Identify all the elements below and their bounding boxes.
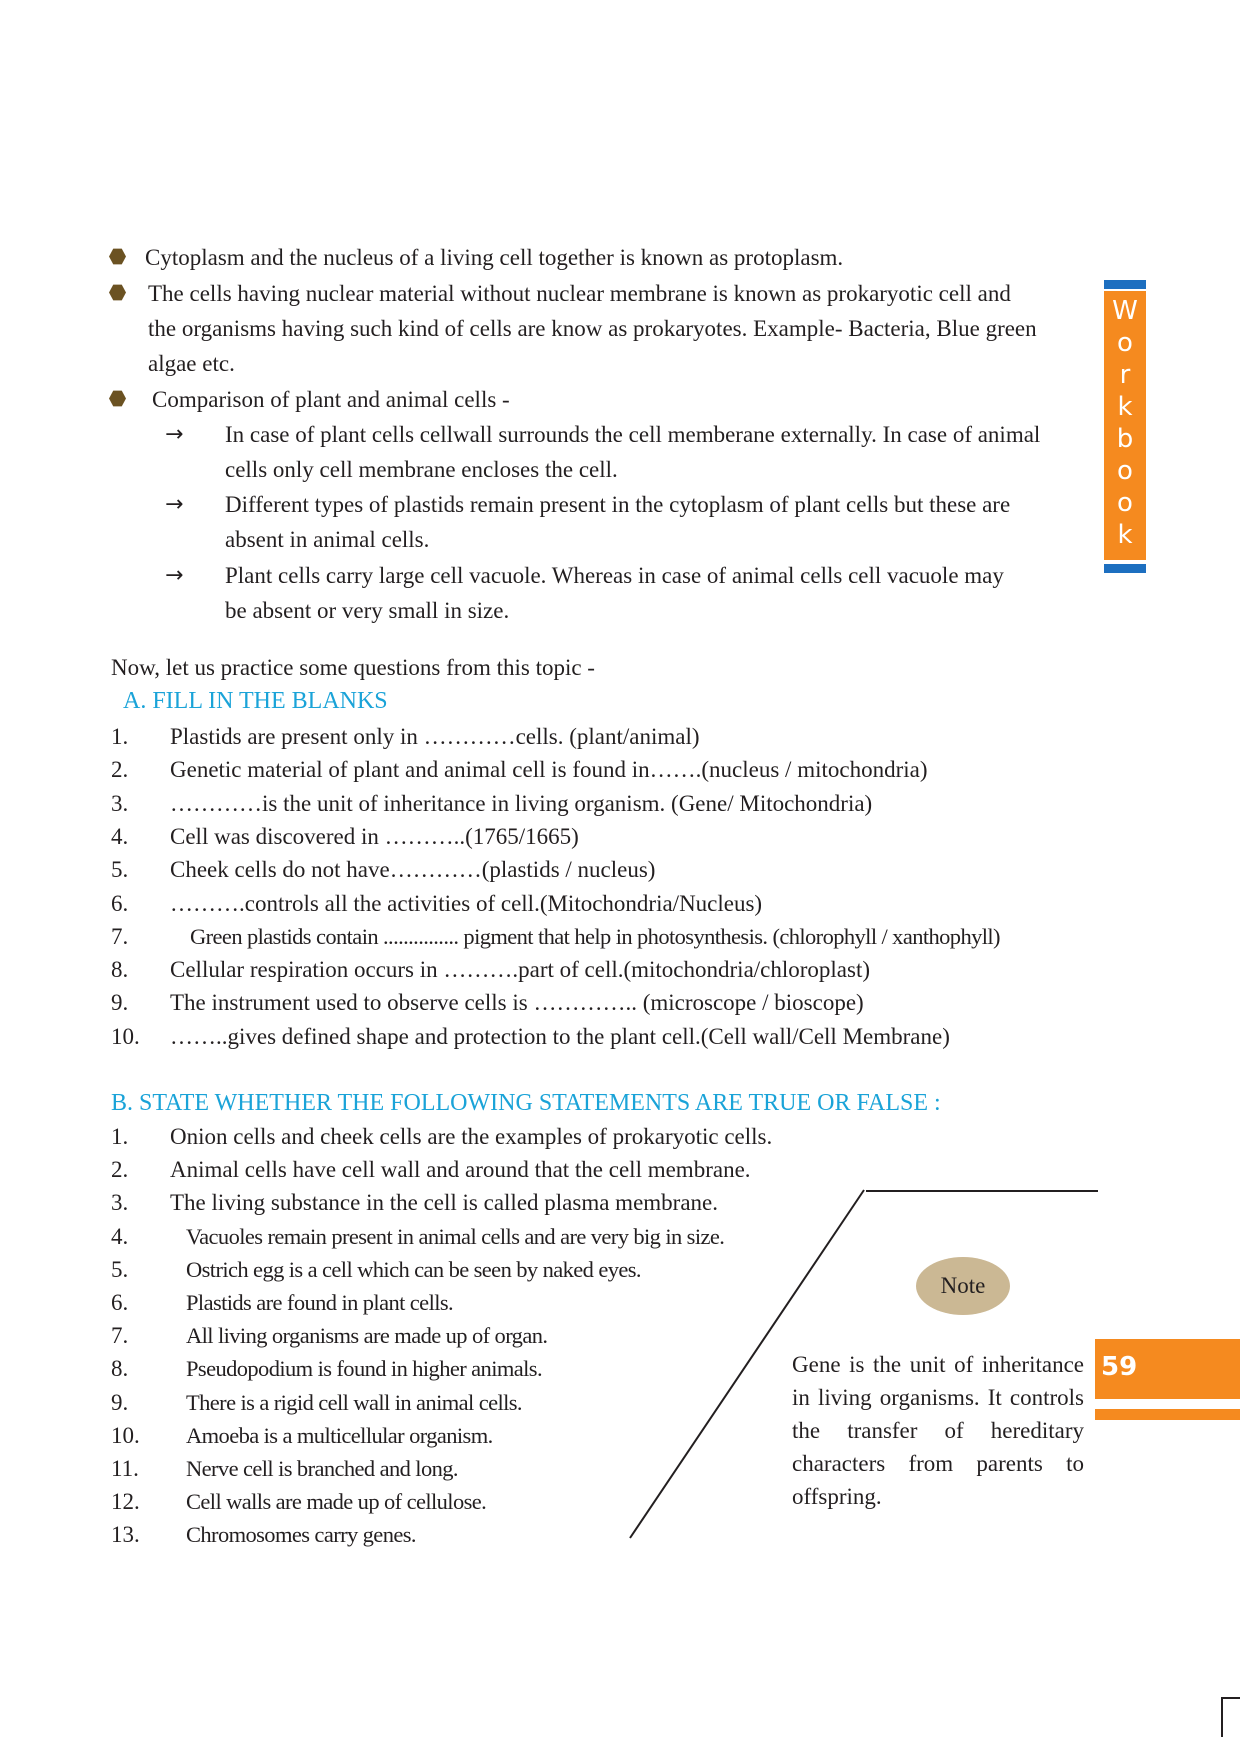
section-b-heading: B. STATE WHETHER THE FOLLOWING STATEMENTS ARE TRUE OR FALSE : <box>111 1090 941 1116</box>
page-number-underline <box>1095 1409 1240 1420</box>
workbook-letter: o <box>1117 456 1133 486</box>
comparison-plastids-line1: Different types of plastids remain present in the cytoplasm of plant cells but these are <box>225 492 1011 517</box>
item-number: 6. <box>111 890 129 916</box>
workbook-side-tab <box>1104 291 1146 560</box>
page-number: 59 <box>1101 1352 1138 1382</box>
comparison-plastids-line2: absent in animal cells. <box>225 527 430 552</box>
item-text: …………is the unit of inheritance in living organism. (Gene/ Mitochondria) <box>170 790 873 816</box>
practice-intro: Now, let us practice some questions from this topic - <box>111 655 595 680</box>
arrow-right-icon: → <box>165 422 184 447</box>
workbook-letter: o <box>1117 328 1133 358</box>
item-text: ……..gives defined shape and protection to the plant cell.(Cell wall/Cell Membrane) <box>170 1023 950 1049</box>
comparison-cellwall-line2: cells only cell membrane encloses the cell. <box>225 457 618 482</box>
item-number: 3. <box>111 790 129 816</box>
item-text: All living organisms are made up of organ. <box>186 1323 548 1349</box>
comparison-cellwall-line1: In case of plant cells cellwall surrounds the cell memberane externally. In case of animal <box>225 422 1041 447</box>
bullet-protoplasm: Cytoplasm and the nucleus of a living cell together is known as protoplasm. <box>145 245 844 270</box>
workbook-letter: r <box>1119 360 1131 390</box>
workbook-tab-top-bar <box>1104 280 1146 289</box>
item-number: 10. <box>111 1023 140 1049</box>
item-text: The living substance in the cell is called plasma membrane. <box>170 1190 718 1216</box>
comparison-vacuole-line1: Plant cells carry large cell vacuole. Whereas in case of animal cells cell vacuole may <box>225 563 1004 588</box>
item-text: Genetic material of plant and animal cell is found in…….(nucleus / mitochondria) <box>170 757 928 783</box>
item-number: 13. <box>111 1522 140 1548</box>
item-text: Plastids are found in plant cells. <box>186 1290 454 1315</box>
workbook-letter: b <box>1116 424 1134 454</box>
item-number: 1. <box>111 1124 129 1149</box>
comparison-vacuole-line2: be absent or very small in size. <box>225 598 510 623</box>
item-text: Onion cells and cheek cells are the examples of prokaryotic cells. <box>170 1124 773 1149</box>
item-text: Cell walls are made up of cellulose. <box>186 1489 487 1515</box>
workbook-letter: k <box>1117 520 1133 550</box>
bullet-prokaryotic-line1: The cells having nuclear material without nuclear membrane is known as prokaryotic cell and <box>148 281 1011 306</box>
item-number: 1. <box>111 724 129 749</box>
item-text: Cellular respiration occurs in ……….part of cell.(mitochondria/chloroplast) <box>170 957 871 983</box>
item-text: Green plastids contain ............... pigment that help in photosynthesis. (chlorophyll / xanthophyll) <box>190 923 1000 949</box>
item-number: 5. <box>111 857 129 883</box>
item-number: 7. <box>111 1323 129 1349</box>
note-text: Gene is the unit of inheritance in living organisms. It controls the transfer of hereditary characters from parents to offspring. <box>792 1352 1084 1509</box>
item-number: 11. <box>111 1456 139 1481</box>
crop-mark <box>1221 1697 1223 1737</box>
bullet-prokaryotic-line2: the organisms having such kind of cells are know as prokaryotes. Example- Bacteria, Blue green <box>148 316 1037 341</box>
item-text: Ostrich egg is a cell which can be seen by naked eyes. <box>186 1256 641 1282</box>
item-text: The instrument used to observe cells is ………….. (microscope / bioscope) <box>170 990 864 1016</box>
item-text: Amoeba is a multicellular organism. <box>186 1422 493 1448</box>
item-number: 12. <box>111 1489 140 1515</box>
item-text: Pseudopodium is found in higher animals. <box>186 1356 542 1382</box>
item-text: Cell was discovered in ………..(1765/1665) <box>170 823 579 849</box>
item-number: 8. <box>111 957 129 983</box>
item-number: 5. <box>111 1256 129 1282</box>
item-text: Nerve cell is branched and long. <box>186 1456 458 1481</box>
arrow-right-icon: → <box>165 492 184 517</box>
item-number: 9. <box>111 1389 129 1415</box>
item-number: 4. <box>111 823 129 849</box>
section-a-heading: A. FILL IN THE BLANKS <box>123 688 388 714</box>
item-text: Vacuoles remain present in animal cells and are very big in size. <box>186 1223 725 1249</box>
item-text: Plastids are present only in …………cells. (plant/animal) <box>170 724 700 749</box>
item-number: 6. <box>111 1290 129 1315</box>
workbook-letter: W <box>1112 296 1138 326</box>
workbook-letter: k <box>1117 392 1133 422</box>
item-number: 7. <box>111 923 129 949</box>
item-number: 9. <box>111 990 129 1016</box>
item-number: 4. <box>111 1223 129 1249</box>
workbook-tab-bottom-bar <box>1104 564 1146 573</box>
item-number: 2. <box>111 1157 129 1183</box>
crop-mark <box>1221 1697 1240 1699</box>
item-text: Animal cells have cell wall and around that the cell membrane. <box>170 1157 751 1183</box>
item-text: ……….controls all the activities of cell.(Mitochondria/Nucleus) <box>170 890 763 916</box>
item-text: Cheek cells do not have…………(plastids / nucleus) <box>170 857 656 883</box>
item-number: 3. <box>111 1190 129 1216</box>
note-label: Note <box>940 1273 986 1298</box>
item-number: 2. <box>111 757 129 783</box>
item-text: Chromosomes carry genes. <box>186 1522 416 1548</box>
item-text: There is a rigid cell wall in animal cells. <box>186 1389 522 1415</box>
bullet-comparison: Comparison of plant and animal cells - <box>152 387 510 412</box>
arrow-right-icon: → <box>165 563 184 588</box>
item-number: 8. <box>111 1356 129 1382</box>
bullet-prokaryotic-line3: algae etc. <box>148 351 235 376</box>
workbook-letter: o <box>1117 488 1133 518</box>
item-number: 10. <box>111 1422 140 1448</box>
